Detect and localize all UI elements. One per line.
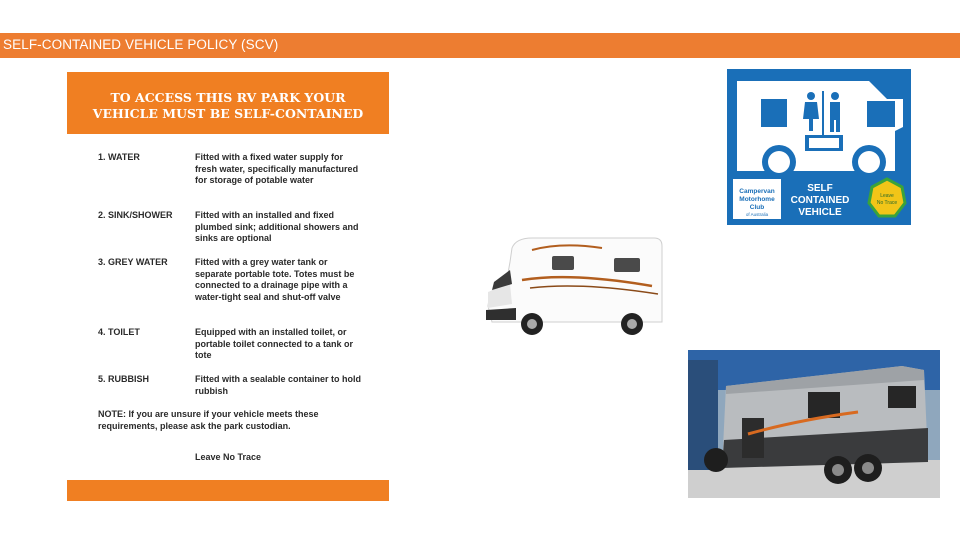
sign-line3: VEHICLE	[798, 207, 842, 218]
club-logo-line2: Motorhome	[739, 196, 775, 203]
requirement-name: 2. SINK/SHOWER	[98, 210, 173, 220]
club-logo-line4: of Australia	[745, 212, 769, 217]
motorhome-photo	[482, 232, 664, 346]
poster-body	[67, 134, 389, 480]
requirement-description: Fitted with an installed and fixed plumbed sink; additional showers and sinks are optional	[195, 210, 359, 243]
poster-note: NOTE: If you are unsure if your vehicle meets these requirements, please ask the park custodian.	[98, 409, 319, 431]
club-logo-line1: Campervan	[739, 188, 775, 195]
requirement-description: Fitted with a grey water tank or separate portable tote. Totes must be connected to a drainage pipe with a water-tight seal and shut-off valve	[195, 257, 355, 302]
club-logo-line3: Club	[749, 204, 765, 211]
badge-line2: No Trace	[876, 200, 898, 206]
requirement-name: 4. TOILET	[98, 327, 140, 337]
title-bar	[0, 33, 960, 58]
poster-heading-line1: TO ACCESS THIS RV PARK YOUR	[110, 90, 346, 105]
sign-line1: SELF	[807, 183, 833, 194]
badge-line1: Leave	[880, 193, 894, 199]
requirement-description: Equipped with an installed toilet, or portable toilet connected to a tank or tote	[195, 327, 354, 360]
requirement-name: 5. RUBBISH	[98, 374, 150, 384]
motorhome-illustration	[482, 232, 664, 346]
requirement-name: 3. GREY WATER	[98, 257, 168, 267]
requirement-name: 1. WATER	[98, 152, 140, 162]
caravan-photo	[688, 350, 940, 498]
requirement-description: Fitted with a sealable container to hold rubbish	[195, 374, 362, 396]
poster-footer: Leave No Trace	[194, 452, 262, 462]
slide-title: SELF-CONTAINED VEHICLE POLICY (SCV)	[3, 37, 279, 52]
sign-line2: CONTAINED	[790, 195, 850, 206]
caravan-illustration	[688, 350, 940, 498]
poster-heading	[67, 90, 389, 122]
scv-requirements-poster	[67, 72, 389, 501]
self-contained-vehicle-sign	[727, 69, 911, 225]
requirement-description: Fitted with a fixed water supply for fresh water, specifically manufactured for storage of potable water	[195, 152, 359, 185]
campervan-sign-graphic	[727, 69, 911, 225]
poster-heading-line2: VEHICLE MUST BE SELF-CONTAINED	[92, 106, 364, 121]
